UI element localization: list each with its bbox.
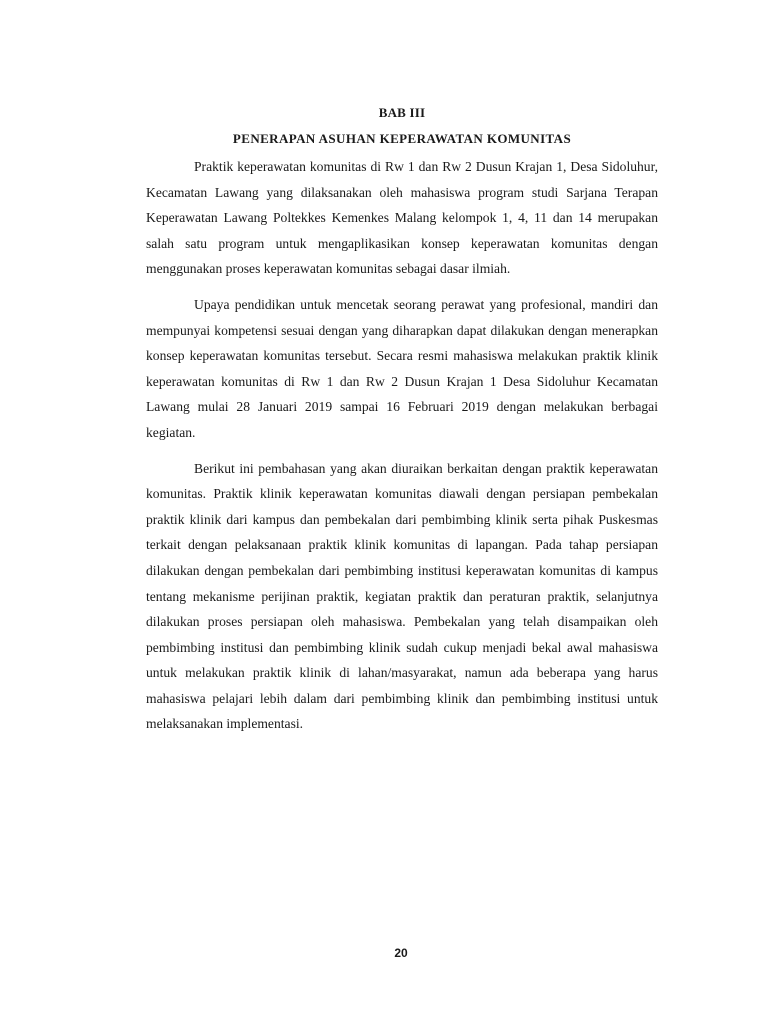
paragraph-3: Berikut ini pembahasan yang akan diuraikan berkaitan dengan praktik keperawatan komunitas. Praktik klinik keperawatan komunitas diawali dengan persiapan pembekalan praktik klinik dari kampus dan pembekalan dari pembimbing klinik serta pihak Puskesmas terkait dengan pelaksanaan praktik klinik komunitas di lapangan. Pada tahap persiapan dilakukan dengan pembekalan dari pembimbing institusi keperawatan komunitas di kampus tentang mekanisme perijinan praktik, kegiatan praktik dan peraturan praktik, selanjutnya dilakukan proses persiapan oleh mahasiswa. Pembekalan yang telah disampaikan oleh pembimbing institusi dan pembimbing klinik sudah cukup menjadi bekal awal mahasiswa untuk melakukan praktik klinik di lahan/masyarakat, namun ada beberapa yang harus mahasiswa pelajari lebih dalam dari pembimbing klinik dan pembimbing institusi untuk melaksanakan implementasi. (146, 460, 658, 732)
page-number: 20 (394, 946, 408, 960)
chapter-title: PENERAPAN ASUHAN KEPERAWATAN KOMUNITAS (232, 131, 572, 146)
paragraph-2: Upaya pendidikan untuk mencetak seorang perawat yang profesional, mandiri dan mempunyai kompetensi sesuai dengan yang diharapkan dapat dilakukan dengan menerapkan konsep keperawatan komunitas tersebut. Secara resmi mahasiswa melakukan praktik klinik keperawatan komunitas di Rw 1 dan Rw 2 Dusun Krajan 1 Desa Sidoluhur Kecamatan Lawang mulai 28 Januari 2019 sampai 16 Februari 2019 dengan melakukan berbagai kegiatan. (146, 296, 658, 440)
chapter-label: BAB III (378, 105, 426, 120)
document-page (146, 100, 658, 747)
paragraph-1: Praktik keperawatan komunitas di Rw 1 dan Rw 2 Dusun Krajan 1, Desa Sidoluhur, Kecamatan Lawang yang dilaksanakan oleh mahasiswa program studi Sarjana Terapan Keperawatan Lawang Poltekkes Kemenkes Malang kelompok 1, 4, 11 dan 14 merupakan salah satu program untuk mengaplikasikan konsep keperawatan komunitas dengan menggunakan proses keperawatan komunitas sebagai dasar ilmiah. (146, 159, 658, 277)
